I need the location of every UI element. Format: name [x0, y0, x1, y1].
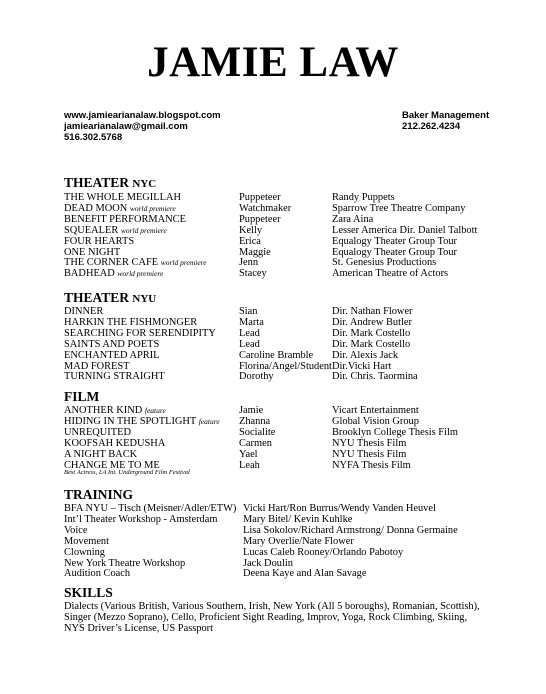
agency-phone: 212.262.4234 [402, 121, 461, 132]
credit-title [64, 361, 130, 372]
credit-note: world premiere [117, 269, 164, 279]
credit-note: feature [144, 406, 166, 415]
credit-row [64, 339, 534, 350]
credit-role: Sian [239, 306, 258, 317]
credit-company: NYFA Thesis Film [332, 459, 411, 471]
credit-title [64, 257, 207, 268]
credit-row [64, 350, 534, 361]
credit-title-text: ONE NIGHT [64, 246, 121, 258]
section-title: TRAINING [64, 487, 134, 502]
credit-company: Dir. Mark Costello [332, 338, 411, 350]
contact-left [64, 110, 221, 143]
section-title: THEATER [64, 175, 130, 190]
credit-row [64, 361, 534, 372]
credit-row [64, 257, 534, 268]
credit-company: Equalogy Theater Group Tour [332, 235, 457, 247]
contact-blog: www.jamiearianalaw.blogspot.com [64, 110, 221, 121]
credit-company: NYU Thesis Film [332, 437, 407, 449]
credit-company: Dir. Andrew Butler [332, 316, 412, 328]
credit-title [64, 405, 166, 416]
training-row [64, 558, 534, 569]
section-theater-nyu [64, 290, 156, 307]
credit-company: St. Genesius Productions [332, 257, 437, 269]
credit-company: Vicart Entertainment [332, 405, 419, 416]
credit-role: Carmen [239, 437, 272, 449]
credit-title-text: THE CORNER CAFE [64, 257, 159, 269]
credit-title-text: BADHEAD [64, 268, 115, 280]
section-title: THEATER [64, 290, 130, 305]
credit-row [64, 416, 534, 427]
credit-title [64, 339, 159, 350]
credit-title-text: TURNING STRAIGHT [64, 371, 165, 383]
credit-company: Dir. Alexis Jack [332, 349, 399, 361]
credit-title-text: SAINTS AND POETS [64, 338, 160, 350]
credit-title-text: THE WHOLE MEGILLAH [64, 192, 181, 203]
credit-title-text: ENCHANTED APRIL [64, 349, 160, 361]
credit-company: Dir.Vicki Hart [332, 360, 392, 372]
credit-title [64, 416, 220, 427]
section-subtitle: NYU [132, 293, 157, 305]
skills-text: Dialects (Various British, Various Southern, Irish, New York (All 5 boroughs), Romanian, Scottish), Singer (Mezzo Soprano), Cello, Proficient Sight Reading, Improv, Yoga, Rock Climbing, Skiing, NYS Driver’s License, US Passport [64, 601, 480, 634]
credit-title [64, 427, 131, 438]
credit-company: Dir. Mark Costello [332, 327, 411, 339]
credit-role: Watchmaker [239, 202, 292, 214]
credit-title-text: FOUR HEARTS [64, 235, 135, 247]
training-school: BFA NYU – Tisch (Meisner/Adler/ETW) [64, 503, 237, 514]
credit-company: Brooklyn College Thesis Film [332, 426, 458, 438]
credit-role: Marta [239, 316, 264, 328]
section-film [64, 389, 99, 404]
credit-row [64, 268, 534, 279]
credit-title-text: CHANGE ME TO ME [64, 459, 160, 471]
credit-title-text: DINNER [64, 306, 104, 317]
credit-title-text: MAD FOREST [64, 360, 130, 372]
credit-title-text: DEAD MOON [64, 202, 128, 214]
credit-note: world premiere [120, 225, 167, 235]
credit-company: NYU Thesis Film [332, 448, 407, 460]
credit-role: Dorothy [239, 371, 274, 383]
credit-title-text: UNREQUITED [64, 426, 131, 438]
credit-role: Puppeteer [239, 213, 281, 225]
credit-company: Sparrow Tree Theatre Company [332, 202, 466, 214]
credit-title [64, 350, 160, 361]
credit-company: Dir. Chris. Taormina [332, 371, 418, 383]
contact-right [402, 110, 489, 132]
credit-title-text: BENEFIT PERFORMANCE [64, 213, 186, 225]
credit-role: Lead [239, 338, 260, 350]
credit-title [64, 317, 197, 328]
agency-name: Baker Management [402, 110, 490, 121]
credit-title-text: HIDING IN THE SPOTLIGHT [64, 415, 197, 427]
training-row [64, 514, 534, 525]
training-row [64, 547, 534, 558]
credit-role: Florina/Angel/Student [239, 360, 332, 372]
training-school: Audition Coach [64, 568, 131, 580]
section-subtitle: NYC [132, 178, 157, 190]
credit-title [64, 438, 165, 449]
contact-phone: 516.302.5768 [64, 132, 123, 143]
credit-row [64, 371, 534, 382]
credit-role: Stacey [239, 268, 267, 280]
credit-title-text: SEARCHING FOR SERENDIPITY [64, 327, 216, 339]
training-teachers: Vicki Hart/Ron Burrus/Wendy Vanden Heuvel [243, 503, 436, 514]
credit-role: Zhanna [239, 415, 271, 427]
credit-row [64, 438, 534, 449]
film-award-note: Best Actress, LA Int. Underground Film Festival [64, 469, 190, 476]
credit-title [64, 247, 120, 258]
training-teachers: Mary Overlie/Nate Flower [243, 535, 354, 547]
credit-role: Puppeteer [239, 192, 281, 203]
credit-title [64, 268, 163, 279]
credit-role: Socialite [239, 426, 276, 438]
credit-row [64, 247, 534, 258]
credit-title [64, 306, 103, 317]
credit-note: world premiere [160, 258, 207, 268]
section-title: SKILLS [64, 585, 113, 600]
credit-title [64, 328, 216, 339]
credit-row [64, 306, 534, 317]
credit-row [64, 236, 534, 247]
credit-role: Erica [239, 235, 261, 247]
resume-name: JAMIE LAW [147, 39, 399, 86]
credit-row [64, 449, 534, 460]
training-teachers: Deena Kaye and Alan Savage [243, 568, 367, 580]
section-training [64, 487, 133, 502]
credit-title-text: A NIGHT BACK [64, 448, 138, 460]
training-school: Voice [64, 524, 88, 536]
credit-title-text: SQUEALER [64, 224, 119, 236]
credit-row [64, 203, 534, 214]
credit-role: Caroline Bramble [239, 349, 314, 361]
training-row [64, 503, 534, 514]
credit-title [64, 203, 176, 214]
credit-row [64, 328, 534, 339]
training-teachers: Lucas Caleb Rooney/Orlando Pabotoy [243, 546, 404, 558]
training-school: Movement [64, 535, 110, 547]
credit-row [64, 214, 534, 225]
credit-row [64, 225, 534, 236]
credit-role: Maggie [239, 246, 271, 258]
credit-role: Kelly [239, 224, 263, 236]
section-theater-nyc [64, 175, 156, 192]
training-school: Int’l Theater Workshop - Amsterdam [64, 513, 218, 525]
credit-row [64, 192, 534, 203]
credit-role: Lead [239, 327, 260, 339]
contact-email: jamiearianalaw@gmail.com [64, 121, 188, 132]
credit-row [64, 427, 534, 438]
credit-company: Lesser America Dir. Daniel Talbott [332, 224, 478, 236]
credit-row [64, 317, 534, 328]
credit-company: Equalogy Theater Group Tour [332, 246, 457, 258]
credit-role: Leah [239, 459, 260, 471]
credit-role: Yael [239, 448, 258, 460]
credit-title [64, 449, 137, 460]
section-skills [64, 585, 113, 600]
credit-title [64, 225, 167, 236]
credit-company: Zara Aina [332, 213, 374, 225]
credit-company: Dir. Nathan Flower [332, 306, 413, 317]
credit-role: Jenn [239, 257, 259, 269]
credit-title-text: HARKIN THE FISHMONGER [64, 316, 198, 328]
credit-row [64, 405, 534, 416]
training-row [64, 525, 534, 536]
credit-title [64, 371, 165, 382]
credit-note: feature [198, 416, 220, 426]
section-title: FILM [64, 389, 100, 404]
credit-company: Global Vision Group [332, 415, 419, 427]
training-teachers: Lisa Sokolov/Richard Armstrong/ Donna Germaine [243, 524, 458, 536]
credit-company: American Theatre of Actors [332, 268, 449, 280]
credit-role: Jamie [239, 405, 264, 416]
training-teachers: Jack Doulin [243, 557, 293, 569]
credit-title-text: KOOFSAH KEDUSHA [64, 437, 166, 449]
credit-note: world premiere [129, 203, 176, 213]
credit-title [64, 214, 186, 225]
credit-title-text: ANOTHER KIND [64, 405, 143, 416]
training-school: Clowning [64, 546, 105, 558]
credit-title [64, 192, 181, 203]
credit-title [64, 236, 134, 247]
training-teachers: Mary Bitel/ Kevin Kuhlke [243, 513, 353, 525]
training-row [64, 536, 534, 547]
training-school: New York Theatre Workshop [64, 557, 186, 569]
training-row [64, 568, 534, 579]
credit-company: Randy Puppets [332, 192, 395, 203]
